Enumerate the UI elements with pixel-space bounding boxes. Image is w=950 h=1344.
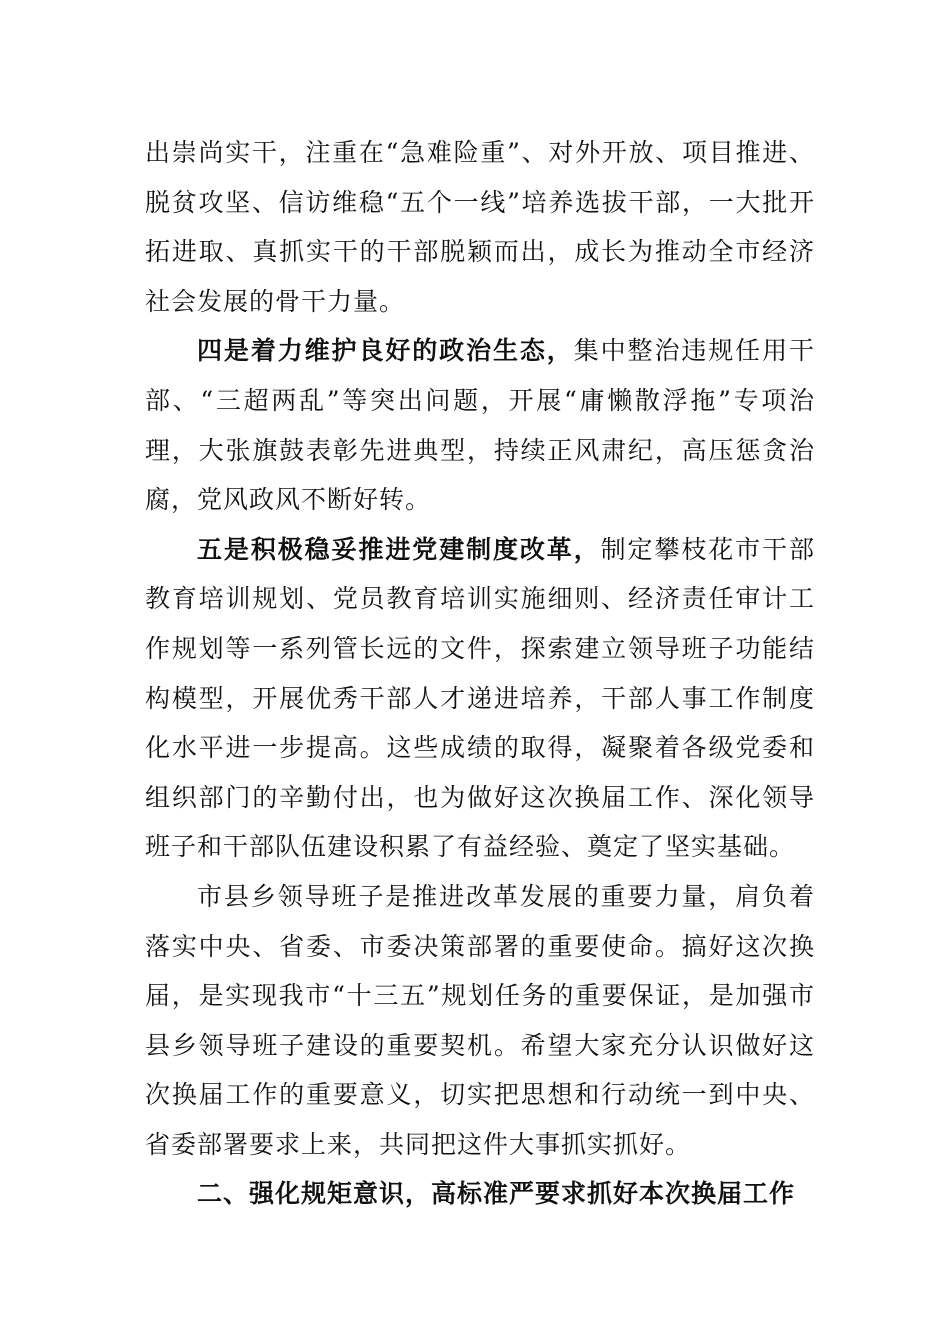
paragraph-text: 市县乡领导班子是推进改革发展的重要力量，肩负着落实中央、省委、市委决策部署的重要使命。搞好这次换届，是实现我市“十三五”规划任务的重要保证，是加强市县乡领导班子建设的重要契机。希望大家充分认识做好这次换届工作的重要意义，切实把思想和行动统一到中央、省委部署要求上来，共同把这件大事抓实抓好。 <box>145 881 815 1159</box>
paragraph-leadership <box>145 872 815 1170</box>
document-page <box>145 128 815 1219</box>
section-heading: 二、强化规矩意识，高标准严要求抓好本次换届工作 <box>197 1179 796 1209</box>
paragraph-continuation <box>145 128 815 326</box>
paragraph-text: 集中整治违规任用干部、“三超两乱”等突出问题，开展“庸懒散浮拖”专项治理，大张旗鼓表彰先进典型，持续正风肃纪，高压惩贪治腐，党风政风不断好转。 <box>145 336 816 515</box>
paragraph-text: 出崇尚实干，注重在“急难险重”、对外开放、项目推进、脱贫攻坚、信访维稳“五个一线”培养选拔干部，一大批开拓进取、真抓实干的干部脱颖而出，成长为推动全市经济社会发展的骨干力量。 <box>145 138 815 316</box>
paragraph-lead: 五是积极稳妥推进党建制度改革， <box>197 534 601 564</box>
paragraph-text: 制定攀枝花市干部教育培训规划、党员教育培训实施细则、经济责任审计工作规划等一系列管长远的文件，探索建立领导班子功能结构模型，开展优秀干部人才递进培养，干部人事工作制度化水平进一步提高。这些成绩的取得，凝聚着各级党委和组织部门的辛勤付出，也为做好这次换届工作、深化领导班子和干部队伍建设积累了有益经验、奠定了坚实基础。 <box>145 534 815 862</box>
paragraph-lead: 四是着力维护良好的政治生态， <box>197 336 574 366</box>
paragraph-point-five <box>145 525 815 872</box>
paragraph-point-four <box>145 326 815 524</box>
